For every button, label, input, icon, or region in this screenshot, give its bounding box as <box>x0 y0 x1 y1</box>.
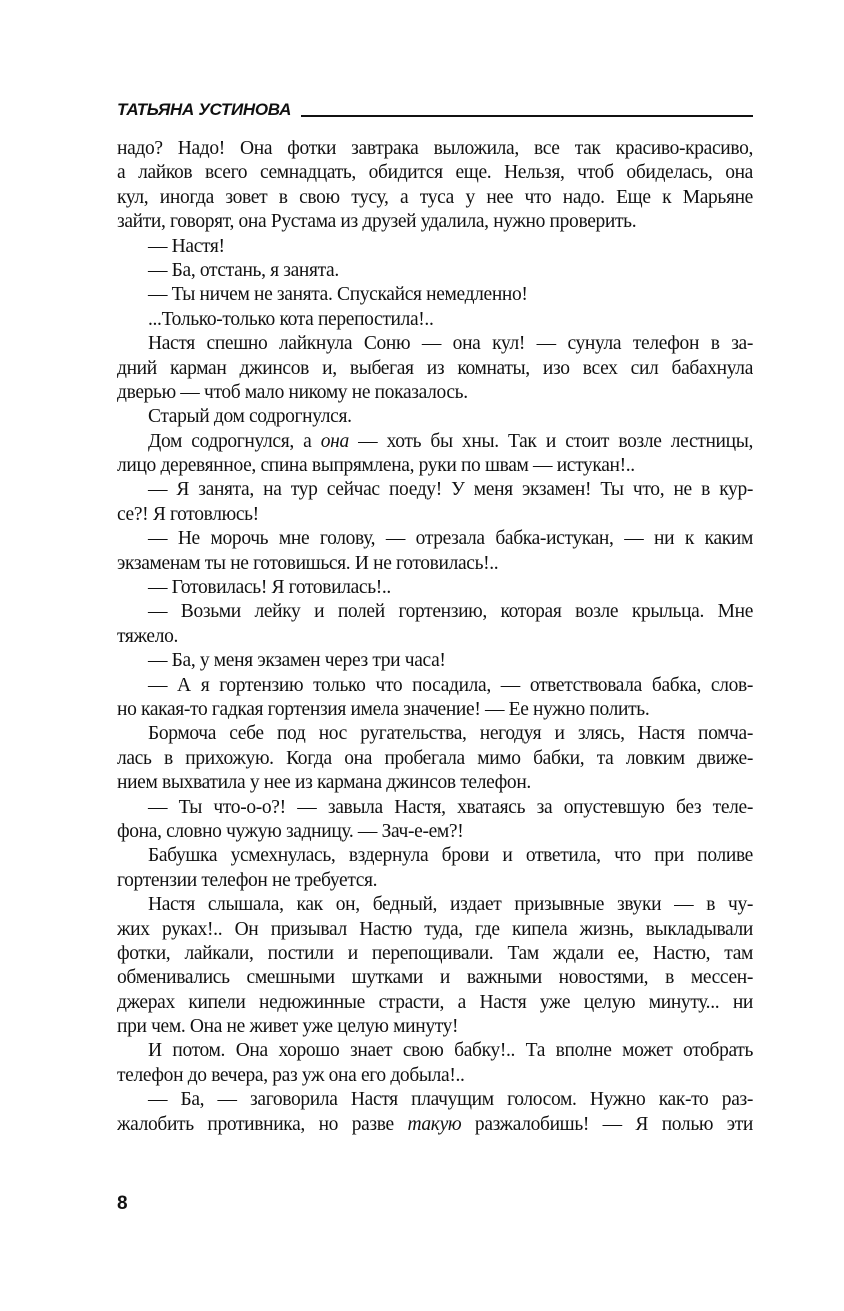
text-run: а лайков всего семнадцать, обидится еще. Нельзя, чтоб обиделась, она <box>117 162 753 184</box>
text-line <box>117 942 753 966</box>
text-line <box>117 1113 753 1137</box>
text-run: но какая-то гадкая гортензия имела значение! — Ее нужно полить. <box>117 698 650 720</box>
text-line <box>117 210 753 234</box>
text-run: тяжело. <box>117 625 179 647</box>
text-run: фона, словно чужую задницу. — Зач-е-ем?! <box>117 820 464 842</box>
text-line <box>117 454 753 478</box>
text-line <box>117 137 753 161</box>
text-line <box>117 478 753 502</box>
text-run: — Ты ничем не занята. Спускайся немедленно! <box>148 284 528 306</box>
italic-emphasis: такую <box>407 1113 462 1135</box>
header-rule <box>301 115 753 117</box>
text-line <box>117 966 753 990</box>
text-line <box>117 430 753 454</box>
text-run: Бабушка усмехнулась, вздернула брови и ответила, что при поливе <box>148 845 753 867</box>
text-run: разжалобишь! — Я полью эти <box>461 1113 753 1135</box>
text-run: надо? Надо! Она фотки завтрака выложила, все так красиво-красиво, <box>117 138 753 159</box>
text-line <box>117 844 753 868</box>
text-line <box>117 820 753 844</box>
text-run: се?! Я готовлюсь! <box>117 503 259 525</box>
text-line <box>117 332 753 356</box>
text-run: — Возьми лейку и полей гортензию, которая возле крыльца. Мне <box>148 601 753 623</box>
text-run: — Я занята, на тур сейчас поеду! У меня экзамен! Ты что, не в кур- <box>148 479 753 501</box>
text-run: лицо деревянное, спина выпрямлена, руки по швам — истукан!.. <box>117 455 635 477</box>
text-line <box>117 235 753 259</box>
text-line <box>117 1015 753 1039</box>
text-line <box>117 503 753 527</box>
text-run: — хоть бы хны. Так и стоит возле лестницы, <box>348 430 753 452</box>
text-line <box>117 991 753 1015</box>
text-line <box>117 259 753 283</box>
text-run: ...Только-только кота перепостила!.. <box>148 308 434 330</box>
text-line <box>117 600 753 624</box>
italic-emphasis: она <box>320 430 349 452</box>
text-run: жих руках!.. Он призывал Настю туда, где кипела жизнь, выкладывали <box>117 918 753 940</box>
text-line <box>117 405 753 429</box>
text-run: — Ба, — заговорила Настя плачущим голосом. Нужно как-то раз- <box>148 1089 753 1111</box>
text-line <box>117 527 753 551</box>
text-run: кул, иногда зовет в свою тусу, а туса у нее что надо. Еще к Марьяне <box>117 186 753 208</box>
text-line <box>117 893 753 917</box>
text-line <box>117 357 753 381</box>
text-line <box>117 283 753 307</box>
text-run: Дом содрогнулся, а <box>148 430 321 452</box>
text-line <box>117 552 753 576</box>
text-run: лась в прихожую. Когда она пробегала мимо бабки, та ловким движе- <box>117 747 753 769</box>
text-line <box>117 625 753 649</box>
text-line <box>117 381 753 405</box>
text-run: гортензии телефон не требуется. <box>117 869 378 891</box>
text-line <box>117 771 753 795</box>
text-run: И потом. Она хорошо знает свою бабку!.. Та вполне может отобрать <box>148 1040 753 1062</box>
text-run: зайти, говорят, она Рустама из друзей удалила, нужно проверить. <box>117 211 637 233</box>
text-run: обменивались смешными шутками и важными новостями, в мессен- <box>117 967 753 989</box>
text-run: экзаменам ты не готовишься. И не готовилась!.. <box>117 552 499 574</box>
text-line <box>117 698 753 722</box>
text-run: жалобить противника, но разве <box>117 1113 408 1135</box>
text-line <box>117 869 753 893</box>
text-line <box>117 1088 753 1112</box>
text-line <box>117 576 753 600</box>
text-run: — А я гортензию только что посадила, — ответствовала бабка, слов- <box>148 674 753 696</box>
text-run: — Ба, отстань, я занята. <box>148 259 339 281</box>
text-run: Старый дом содрогнулся. <box>148 406 352 428</box>
text-line <box>117 161 753 185</box>
text-run: Настя слышала, как он, бедный, издает призывные звуки — в чу- <box>148 894 753 916</box>
text-run: дверью — чтоб мало никому не показалось. <box>117 381 468 403</box>
text-line <box>117 186 753 210</box>
text-run: фотки, лайкали, постили и перепощивали. Там ждали ее, Настю, там <box>117 942 753 964</box>
text-run: джерах кипели недюжинные страсти, а Настя уже целую минуту... ни <box>117 991 753 1013</box>
text-line <box>117 747 753 771</box>
text-run: нием выхватила у нее из кармана джинсов телефон. <box>117 772 531 794</box>
author-name: ТАТЬЯНА УСТИНОВА <box>117 100 292 119</box>
text-line <box>117 1064 753 1088</box>
text-run: — Ты что-о-о?! — завыла Настя, хватаясь за опустевшую без теле- <box>148 796 753 818</box>
text-run: Настя спешно лайкнула Соню — она кул! — сунула телефон в за- <box>148 333 753 355</box>
text-line <box>117 722 753 746</box>
running-header <box>117 98 753 120</box>
text-line <box>117 918 753 942</box>
text-line <box>117 674 753 698</box>
text-run: дний карман джинсов и, выбегая из комнаты, изо всех сил бабахнула <box>117 357 753 379</box>
page-body-text <box>117 137 753 1137</box>
text-run: — Ба, у меня экзамен через три часа! <box>148 650 446 672</box>
text-run: телефон до вечера, раз уж она его добыла!.. <box>117 1064 465 1086</box>
text-line <box>117 649 753 673</box>
text-run: при чем. Она не живет уже целую минуту! <box>117 1016 459 1038</box>
page-number: 8 <box>117 1193 128 1214</box>
text-line <box>117 308 753 332</box>
text-run: — Не морочь мне голову, — отрезала бабка-истукан, — ни к каким <box>148 528 753 550</box>
text-run: — Готовилась! Я готовилась!.. <box>148 577 391 599</box>
text-line <box>117 796 753 820</box>
text-run: Бормоча себе под нос ругательства, негодуя и злясь, Настя помча- <box>148 723 753 745</box>
text-line <box>117 1039 753 1063</box>
text-run: — Настя! <box>148 235 225 257</box>
